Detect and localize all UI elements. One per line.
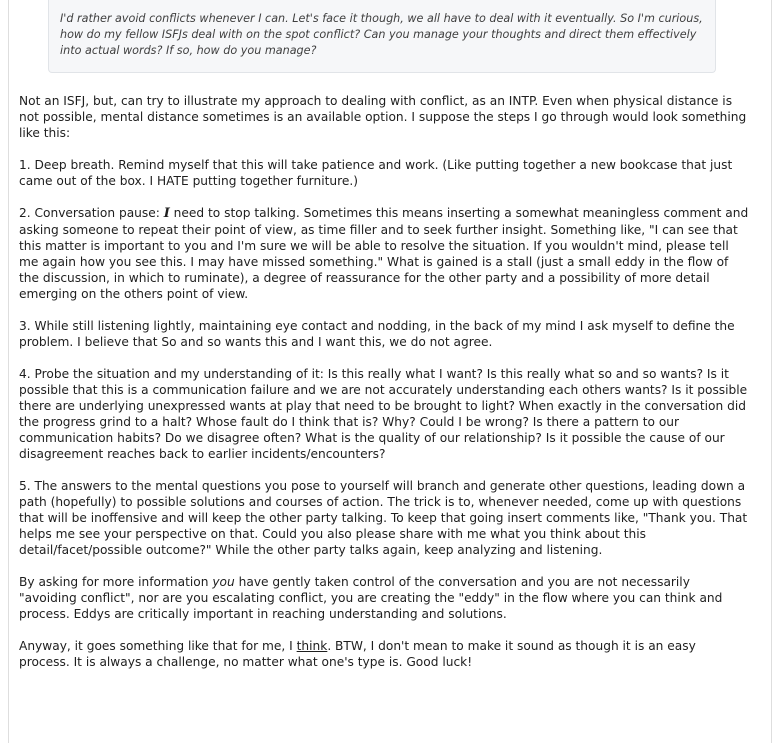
underlined-think: think bbox=[296, 639, 328, 653]
post-body bbox=[19, 93, 749, 670]
paragraph-step-3: 3. While still listening lightly, maintaining eye contact and nodding, in the back of my mind I ask myself to define the problem. I believe that So and so wants this and I want this, we do not agree. bbox=[19, 319, 735, 349]
paragraph-step-1: 1. Deep breath. Remind myself that this will take patience and work. (Like putting together a new bookcase that just came out of the box. I HATE putting together furniture.) bbox=[19, 158, 733, 188]
paragraph-step-2 bbox=[19, 205, 749, 302]
paragraph-step-5: 5. The answers to the mental questions you pose to yourself will branch and generate other questions, leading down a path (hopefully) to possible solutions and courses of action. The trick is to, whenever needed, come up with questions that will be inoffensive and will keep the other party talking. To keep that going insert comments like, "Thank you. That helps me see your perspective on that. Could you also please share with me what you think about this detail/facet/possible outcome?" While the other party talks again, keep analyzing and listening. bbox=[19, 479, 748, 557]
closing-b: . BTW, I don't mean to make it sound as though it is an easy process. It is always a challenge, no matter what one's type is. Good luck! bbox=[19, 639, 696, 669]
emphasized-i: I bbox=[163, 206, 170, 221]
paragraph-closing bbox=[19, 638, 749, 670]
conclusion-a: By asking for more information bbox=[19, 575, 213, 589]
conclusion-b: have gently taken control of the conversation and you are not necessarily "avoiding conflict", nor are you escalating conflict, you are creating the "eddy" in the flow where you can think and process. Eddys are critically important in reaching understanding and solutions. bbox=[19, 575, 723, 621]
paragraph-intro: Not an ISFJ, but, can try to illustrate my approach to dealing with conflict, as an INTP. Even when physical distance is not possible, mental distance sometimes is an available option. I suppose the steps I go through would look something like this: bbox=[19, 94, 747, 140]
closing-a: Anyway, it goes something like that for me, I bbox=[19, 639, 297, 653]
step-2-rest: need to stop talking. Sometimes this means inserting a somewhat meaningless comment and asking someone to repeat their point of view, as time filler and to seek further insight. Something like, "I can see that this matter is important to you and I'm sure we will be able to resolve the situation. If you wouldn't mind, please tell me again how you see this. I may have missed something." What is gained is a stall (just a small eddy in the flow of the discussion, in which to ruminate), a degree of reassurance for the other party and a possibility of more detail emerging on the others point of view. bbox=[19, 206, 749, 301]
quote-text: I'd rather avoid conflicts whenever I can. Let's face it though, we all have to deal with it eventually. So I'm curious, how do my fellow ISFJs deal with on the spot conflict? Can you manage your thoughts and direct them effectively into actual words? If so, how do you manage? bbox=[60, 12, 703, 57]
step-2-lead: 2. Conversation pause: bbox=[19, 206, 164, 220]
paragraph-step-4: 4. Probe the situation and my understanding of it: Is this really what I want? Is this really what so and so wants? Is it possible that this is a communication failure and we are not accurately understanding each others wants? Is it possible there are underlying unexpressed wants at play that need to be brought to light? When exactly in the conversation did the progress grind to a halt? Whose fault do I think that is? Why? Could I be wrong? Is there a pattern to our communication habits? Do we disagree often? What is the quality of our relationship? Is it possible the cause of our disagreement reaches back to earlier incidents/encounters? bbox=[19, 367, 748, 461]
paragraph-conclusion bbox=[19, 574, 749, 622]
quote-block bbox=[48, 0, 716, 73]
emphasized-you: you bbox=[212, 575, 235, 589]
